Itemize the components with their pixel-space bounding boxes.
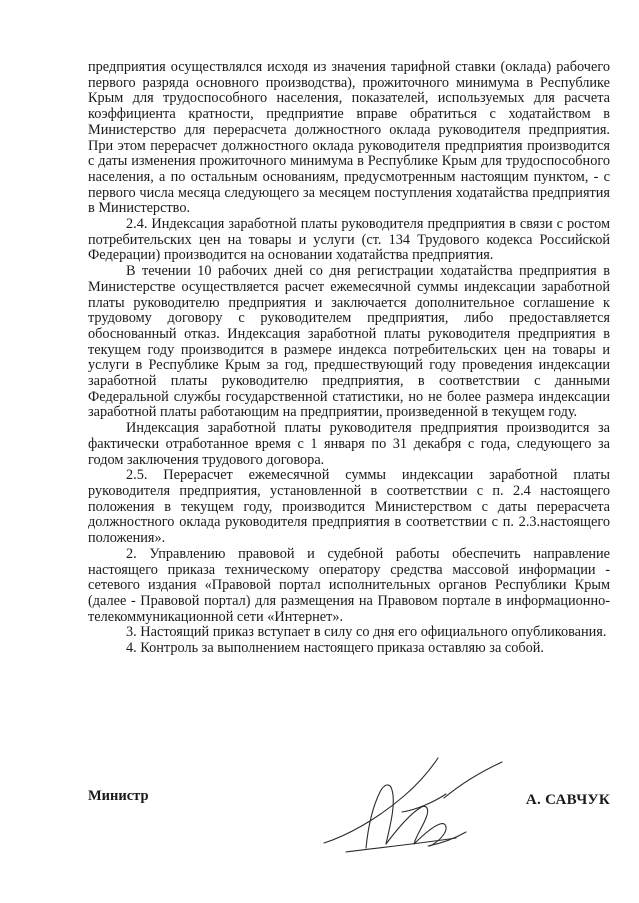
signatory-name: А. САВЧУК	[525, 792, 610, 808]
paragraph-order-item-4: 4. Контроль за выполнением настоящего приказа оставляю за собой.	[126, 640, 545, 657]
paragraph-order-item-2: 2. Управлению правовой и судебной работы обеспечить направление настоящего приказа техническому оператору средства массовой информации - сетевого издания «Правовой портал исполнительных органов Республики Крым (далее - Правовой портал) для размещения на Правовом портале в информационно-телекоммуникационной сети «Интернет».	[88, 545, 610, 625]
paragraph-order-item-3: 3. Настоящий приказ вступает в силу со дня его официального опубликования.	[126, 624, 607, 641]
signature-block	[88, 748, 610, 858]
handwritten-signature-icon	[306, 748, 546, 858]
paragraph-recalculation-continued: предприятия осуществлялся исходя из значения тарифной ставки (оклада) рабочего первого разряда основного производства), прожиточного минимума в Республике Крым для трудоспособного населения, показателей, используемых для расчета коэффициента кратности, предприятие вправе обратиться с ходатайством в Министерство для перерасчета должностного оклада руководителя предприятия. При этом перерасчет должностного оклада руководителя предприятия производится с даты изменения прожиточного минимума в Республике Крым для трудоспособного населения, а по остальным основаниям, предусмотренным настоящим пунктом, - с первого числа месяца следующего за месяцем поступления ходатайства предприятия в Министерство.	[88, 59, 610, 217]
paragraph-indexation-period: Индексация заработной платы руководителя предприятия производится за фактически отработанное время с 1 января по 31 декабря с года, следующего за годом заключения трудового договора.	[88, 420, 610, 468]
paragraph-2-5-recalculation: 2.5. Перерасчет ежемесячной суммы индексации заработной платы руководителя предприятия, установленной в соответствии с п. 2.4 настоящего положения в текущем году, производится Министерством с даты перерасчета должностного оклада руководителя предприятия в соответствии с п. 2.3.настоящего положения».	[88, 467, 610, 547]
document-body	[88, 60, 610, 657]
paragraph-ten-working-days: В течении 10 рабочих дней со дня регистрации ходатайства предприятия в Министерстве осуществляется расчет ежемесячной суммы индексации заработной платы руководителю предприятия и заключается дополнительное соглашение к трудовому договору с руководителем предприятия, либо предоставляется обоснованный отказ. Индексация заработной платы руководителя предприятия в текущем году производится в размере индекса потребительских цен на товары и услуги в Республике Крым за год, предшествующий году проведения индексации заработной платы руководителю предприятия, в соответствии с данными Федеральной службы государственной статистики, но не более размера индексации заработной платы работающим на предприятии, произведенной в текущем году.	[88, 263, 610, 421]
signatory-title: Министр	[88, 788, 149, 804]
paragraph-2-4-indexation: 2.4. Индексация заработной платы руководителя предприятия в связи с ростом потребительских цен на товары и услуги (ст. 134 Трудового кодекса Российской Федерации) производится на основании ходатайства предприятия.	[88, 216, 610, 264]
